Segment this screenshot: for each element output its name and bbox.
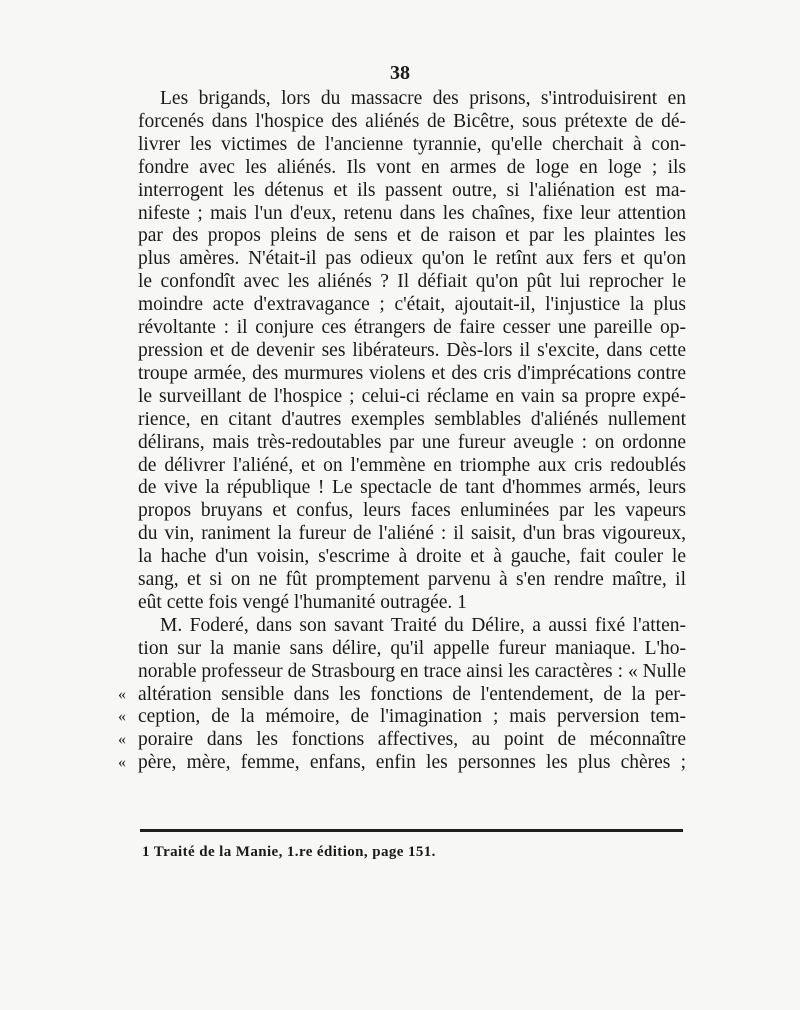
text-line: délirans, mais très-redoutables par une fureur aveugle : on ordonne — [138, 431, 686, 453]
text-line: livrer les victimes de l'ancienne tyrannie, qu'elle cherchait à con- — [138, 133, 686, 155]
text-line: eût cette fois vengé l'humanité outragée. 1 — [138, 591, 467, 613]
text-line: rience, en citant d'autres exemples semblables d'aliénés nullement — [138, 408, 686, 430]
body-text — [138, 88, 686, 775]
text-line: « père, mère, femme, enfans, enfin les personnes les plus chères ; — [138, 752, 686, 775]
text-line: « ception, de la mémoire, de l'imagination ; mais perversion tem- — [138, 706, 686, 729]
text-line: Les brigands, lors du massacre des prisons, s'introduisirent en — [160, 88, 686, 109]
text-line: « altération sensible dans les fonctions de l'entendement, de la per- — [138, 684, 686, 707]
text-line: la hache d'un voisin, s'escrime à droite et à gauche, fait couler le — [138, 546, 686, 568]
text-line: norable professeur de Strasbourg en trace ainsi les caractères : « Nulle — [138, 660, 686, 682]
footnote: 1 Traité de la Manie, 1.re édition, page 151. — [142, 844, 436, 860]
text-line: pression et de devenir ses libérateurs. Dès-lors il s'excite, dans cette — [138, 339, 686, 361]
text-line: nifeste ; mais l'un d'eux, retenu dans les chaînes, fixe leur attention — [138, 202, 686, 224]
text-line: tion sur la manie sans délire, qu'il appelle fureur maniaque. L'ho- — [138, 637, 686, 659]
text-line: le confondît avec les aliénés ? Il défiait qu'on pût lui reprocher le — [138, 271, 686, 293]
text-line: plus amères. N'était-il pas odieux qu'on le retînt aux fers et qu'on — [138, 248, 686, 270]
text-line: par des propos pleins de sens et de raison et par les plaintes les — [138, 225, 686, 247]
text-line: de vive la république ! Le spectacle de tant d'hommes armés, leurs — [138, 477, 686, 499]
footnote-rule — [140, 829, 683, 832]
text-line: M. Foderé, dans son savant Traité du Délire, a aussi fixé l'atten- — [160, 614, 686, 636]
text-line: forcenés dans l'hospice des aliénés de Bicêtre, sous prétexte de dé- — [138, 110, 686, 132]
text-line: interrogent les détenus et ils passent outre, si l'aliénation est ma- — [138, 179, 686, 201]
text-line: « poraire dans les fonctions affectives, au point de méconnaître — [138, 729, 686, 752]
text-line: du vin, raniment la fureur de l'aliéné : il saisit, d'un bras vigoureux, — [138, 523, 686, 545]
text-line: moindre acte d'extravagance ; c'était, ajoutait-il, l'injustice la plus — [138, 294, 686, 316]
text-line: révoltante : il conjure ces étrangers de faire cesser une pareille op- — [138, 317, 686, 339]
text-line: propos bruyans et confus, leurs faces enluminées par les vapeurs — [138, 500, 686, 522]
text-line: le surveillant de l'hospice ; celui-ci réclame en vain sa propre expé- — [138, 385, 686, 407]
text-line: de délivrer l'aliéné, et on l'emmène en triomphe aux cris redoublés — [138, 454, 686, 476]
text-line: troupe armée, des murmures violens et des cris d'imprécations contre — [138, 362, 686, 384]
text-line: sang, et si on ne fût promptement parvenu à s'en rendre maître, il — [138, 569, 686, 591]
page-number: 38 — [390, 62, 410, 84]
text-line: fondre avec les aliénés. Ils vont en armes de loge en loge ; ils — [138, 156, 686, 178]
